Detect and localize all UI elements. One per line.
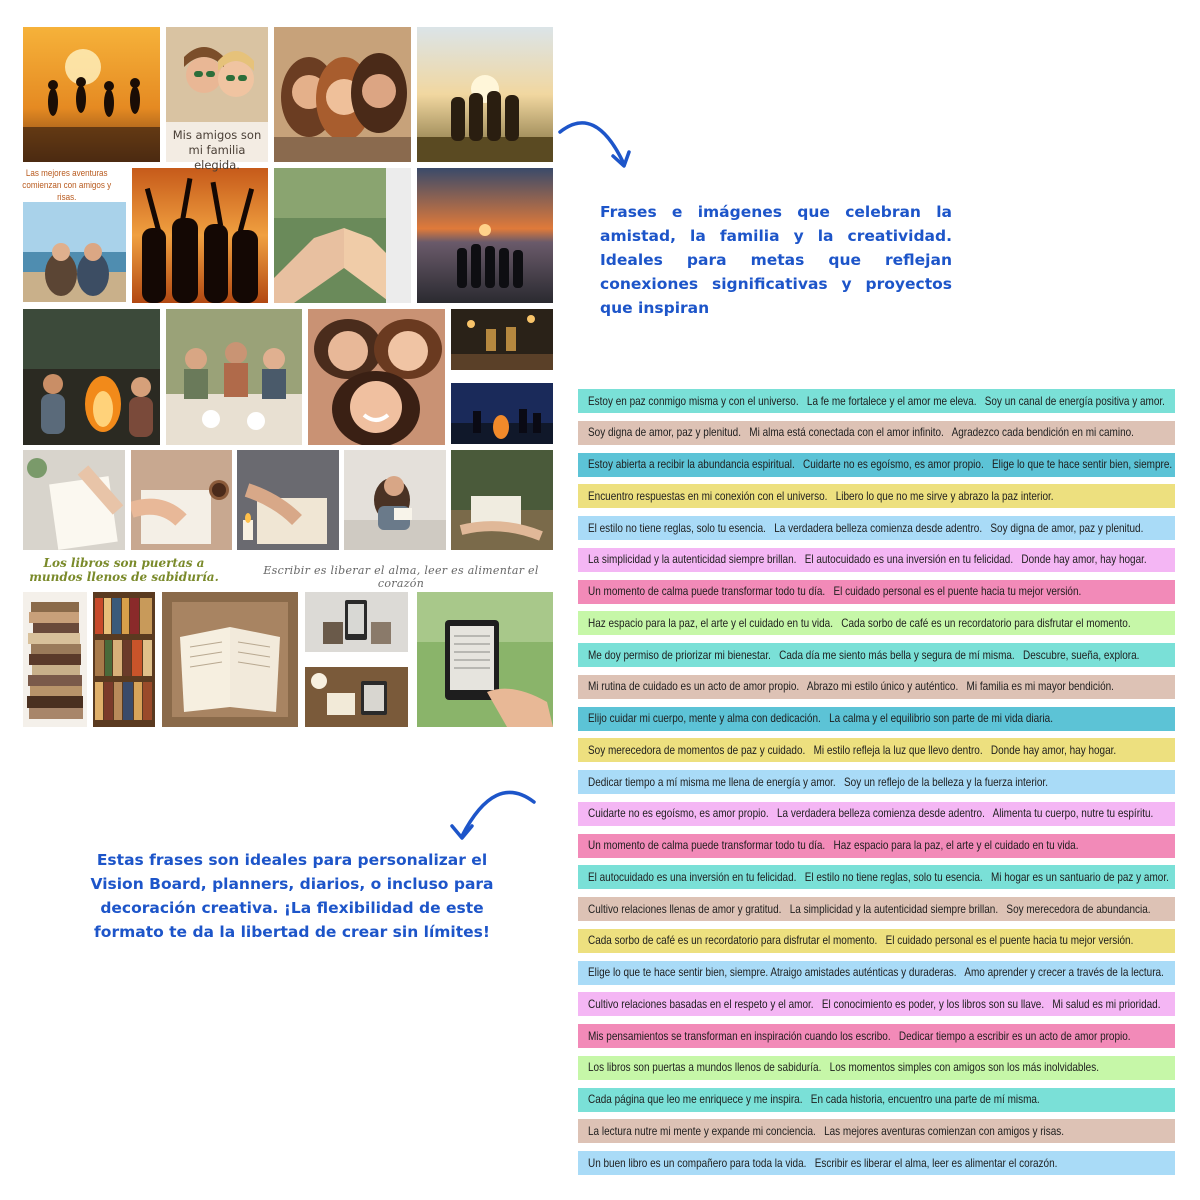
writing-coffee-photo	[131, 450, 232, 550]
adventures-caption: Las mejores aventuras comienzan con amigos y risas.	[22, 168, 112, 203]
girl-reading-photo	[344, 450, 446, 550]
affirmation-strip	[578, 421, 1175, 445]
friends-hill-sunset-photo	[417, 27, 553, 162]
affirmation-strip-text: Los libros son puertas a mundos llenos de sabiduría. Los momentos simples con amigos son los más inolvidables.	[588, 1061, 1099, 1075]
affirmation-strip	[578, 707, 1175, 731]
affirmation-strip	[578, 1056, 1175, 1080]
vision-board-collage	[0, 0, 560, 740]
affirmation-strip-text: Cada sorbo de café es un recordatorio para disfrutar el momento. El cuidado personal es el puente hacia tu mejor versión.	[588, 934, 1134, 948]
books-caption: Los libros son puertas a mundos llenos de sabiduría.	[29, 556, 219, 584]
affirmation-strip	[578, 834, 1175, 858]
open-book-photo	[162, 592, 298, 727]
affirmation-strip-text: Cultivo relaciones llenas de amor y gratitud. La simplicidad y la autenticidad siempre brillan. Soy merecedora de abundancia.	[588, 902, 1151, 916]
ereader-desk-photo	[305, 667, 408, 727]
affirmation-strip-text: Estoy abierta a recibir la abundancia espiritual. Cuidarte no es egoísmo, es amor propio. Elige lo que te hace sentir bien, siempre.	[588, 458, 1173, 471]
affirmation-strip-text: Haz espacio para la paz, el arte y el cuidado en tu vida. Cada sorbo de café es un recordatorio para disfrutar el momento.	[588, 616, 1131, 630]
writing-caption: Escribir es liberar el alma, leer es alimentar el corazón	[263, 564, 539, 590]
affirmation-strip-text: Cuidarte no es egoísmo, es amor propio. La verdadera belleza comienza desde adentro. Alimenta tu cuerpo, nutre tu espíritu.	[588, 807, 1154, 821]
affirmation-strip	[578, 1088, 1175, 1112]
beach-group-sunset-photo	[417, 168, 553, 303]
affirmation-strip	[578, 611, 1175, 635]
affirmation-strip	[578, 738, 1175, 762]
affirmation-strip-text: Elige lo que te hace sentir bien, siempre. Atraigo amistades auténticas y duraderas. Amo aprender y crecer a través de la lectura.	[588, 966, 1164, 979]
affirmation-strip	[578, 992, 1175, 1016]
bookshelf-photo	[93, 592, 155, 727]
affirmation-strip-text: Estoy en paz conmigo misma y con el universo. La fe me fortalece y el amor me eleva. Soy un canal de energía positiva y amor.	[588, 394, 1165, 408]
affirmation-strip-text: Un momento de calma puede transformar todo tu día. El cuidado personal es el puente hacia tu mejor versión.	[588, 585, 1082, 598]
affirmation-strip-text: Dedicar tiempo a mí misma me llena de energía y amor. Soy un reflejo de la belleza y la fuerza interior.	[588, 775, 1048, 789]
affirmation-strip-text: Me doy permiso de priorizar mi bienestar. Cada día me siento más bella y segura de mí misma. Descubre, sueña, explora.	[588, 648, 1140, 662]
affirmation-strip	[578, 389, 1175, 413]
pinky-promise-photo	[274, 168, 411, 303]
affirmation-strip-text: Un buen libro es un compañero para toda la vida. Escribir es liberar el alma, leer es alimentar el corazón.	[588, 1156, 1058, 1170]
intro-blurb: Frases e imágenes que celebran la amistad, la familia y la creatividad. Ideales para metas que reflejan conexiones significativas y proyectos que inspiran	[600, 203, 952, 317]
toast-photo	[451, 309, 553, 370]
affirmation-strip	[578, 802, 1175, 826]
cheering-silhouettes-photo	[132, 168, 268, 303]
curved-arrow-right-icon	[555, 110, 655, 180]
affirmation-strip	[578, 643, 1175, 667]
affirmation-strip-text: Cada página que leo me enriquece y me inspira. En cada historia, encuentro una parte de mí misma.	[588, 1093, 1040, 1106]
affirmation-strip	[578, 929, 1175, 953]
affirmation-strip	[578, 484, 1175, 508]
affirmation-strip	[578, 516, 1175, 540]
hugging-friends-photo	[274, 27, 411, 162]
campfire-photo	[23, 309, 160, 445]
affirmation-strip	[578, 453, 1175, 477]
reading-outdoors-photo	[451, 450, 553, 550]
affirmation-strip	[578, 770, 1175, 794]
ereader-grass-photo	[417, 592, 553, 727]
affirmation-strip-text: Cultivo relaciones basadas en el respeto y el amor. El conocimiento es poder, y los libros son su llave. Mi salud es mi prioridad.	[588, 997, 1161, 1011]
usage-blurb: Estas frases son ideales para personalizar el Vision Board, planners, diarios, o incluso para decoración creativa. ¡La flexibilidad de este formato te da la libertad de crear sin límites!	[90, 851, 494, 941]
affirmation-strip-text: Mi rutina de cuidado es un acto de amor propio. Abrazo mi estilo único y auténtico. Mi familia es mi mayor bendición.	[588, 680, 1114, 694]
affirmation-strip-text: La lectura nutre mi mente y expande mi conciencia. Las mejores aventuras comienzan con amigos y risas.	[588, 1124, 1065, 1138]
friends-caption: Mis amigos son mi familia elegida.	[172, 128, 262, 172]
affirmation-strip-text: Mis pensamientos se transforman en inspiración cuando los escribo. Dedicar tiempo a escribir es un acto de amor propio.	[588, 1029, 1131, 1043]
affirmation-strip	[578, 580, 1175, 604]
night-campfire-photo	[451, 383, 553, 444]
affirmation-strip-text: Un momento de calma puede transformar todo tu día. Haz espacio para la paz, el arte y el cuidado en tu vida.	[588, 839, 1079, 852]
affirmation-strip-text: El autocuidado es una inversión en tu felicidad. El estilo no tiene reglas, solo tu esencia. Mi hogar es un santuario de paz y amor.	[588, 870, 1169, 884]
ereader-books-photo	[305, 592, 408, 652]
affirmation-strips-list	[578, 389, 1175, 1183]
book-stack-photo	[23, 592, 87, 727]
writing-journal-photo	[23, 450, 125, 550]
affirmation-strip	[578, 961, 1175, 985]
affirmation-strip	[578, 865, 1175, 889]
affirmation-strip	[578, 897, 1175, 921]
affirmation-strip-text: Soy digna de amor, paz y plenitud. Mi alma está conectada con el amor infinito. Agradezco cada bendición en mi camino.	[588, 426, 1134, 440]
beach-friends-photo	[23, 202, 126, 302]
affirmation-strip-text: Elijo cuidar mi cuerpo, mente y alma con dedicación. La calma y el equilibrio son parte de mi vida diaria.	[588, 712, 1053, 725]
smiling-girls-photo	[308, 309, 445, 445]
affirmation-strip-text: El estilo no tiene reglas, solo tu esencia. La verdadera belleza comienza desde adentro. Soy digna de amor, paz y plenitud.	[588, 521, 1144, 535]
outdoor-dinner-photo	[166, 309, 302, 445]
affirmation-strip	[578, 1119, 1175, 1143]
affirmation-strip	[578, 1151, 1175, 1175]
affirmation-strip	[578, 675, 1175, 699]
affirmation-strip	[578, 548, 1175, 572]
affirmation-strip	[578, 1024, 1175, 1048]
curved-arrow-left-icon	[440, 780, 540, 850]
jumping-friends-sunset-photo	[23, 27, 160, 162]
writing-candle-photo	[237, 450, 339, 550]
affirmation-strip-text: La simplicidad y la autenticidad siempre brillan. El autocuidado es una inversión en tu felicidad. Donde hay amor, hay hogar.	[588, 553, 1147, 567]
affirmation-strip-text: Soy merecedora de momentos de paz y cuidado. Mi estilo refleja la luz que llevo dentro. Donde hay amor, hay hogar.	[588, 743, 1117, 757]
affirmation-strip-text: Encuentro respuestas en mi conexión con el universo. Libero lo que no me sirve y abrazo la paz interior.	[588, 489, 1054, 503]
